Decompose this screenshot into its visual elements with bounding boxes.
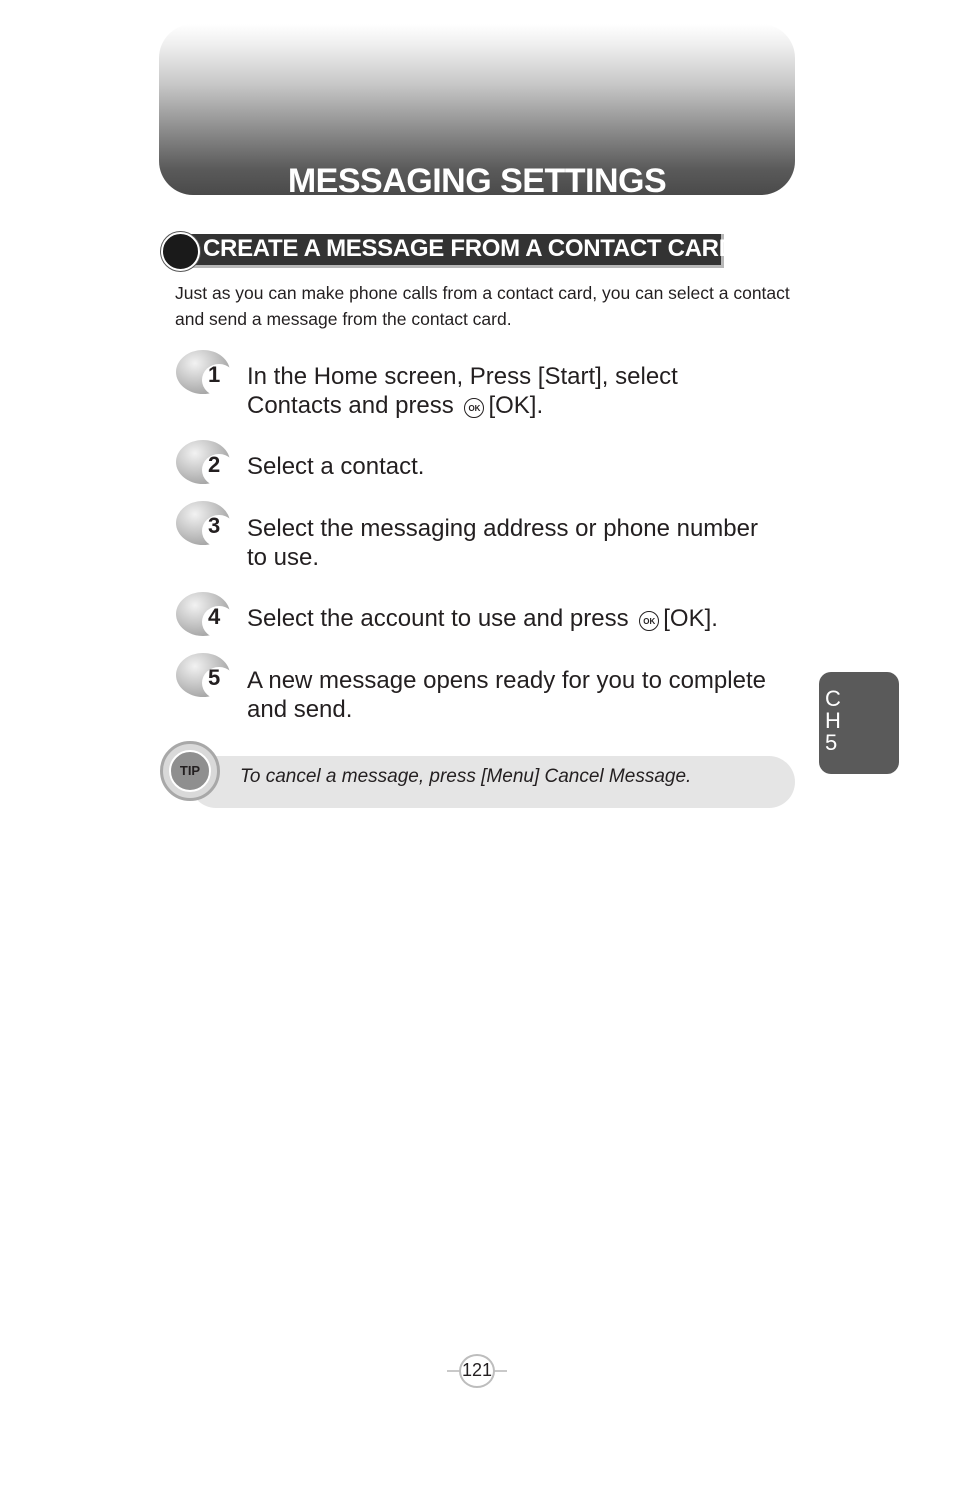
step-number-badge: [176, 653, 232, 701]
step-text: Select a contact.: [247, 453, 425, 480]
chapter-tab: [819, 672, 899, 774]
chapter-tab-letter: H: [825, 708, 841, 733]
tip-text: To cancel a message, press [Menu] Cancel Message.: [240, 766, 692, 787]
step-line: Select the messaging address or phone number: [247, 515, 758, 542]
step-number-badge: [176, 592, 232, 640]
section-bullet-icon: [161, 232, 200, 271]
step-text-part: [OK].: [488, 392, 544, 419]
step-number: 1: [208, 362, 221, 387]
step-number: 4: [208, 604, 221, 629]
page-number-badge: [447, 1354, 507, 1388]
step-number-badge: [176, 501, 232, 549]
step-text-part: Select the account to use and press: [247, 605, 629, 632]
page-title: MESSAGING SETTINGS: [287, 162, 667, 200]
step-number: 2: [208, 452, 221, 477]
page-number: 121: [461, 1360, 493, 1380]
step-text-part: Contacts and press: [247, 392, 454, 419]
chapter-tab-letter: C: [825, 686, 841, 711]
step-line: [247, 391, 802, 420]
step-text: [247, 666, 802, 724]
page-header-banner: [159, 24, 795, 200]
step-text: [247, 604, 802, 633]
step-line: In the Home screen, Press [Start], select: [247, 363, 678, 390]
step-text: [247, 514, 802, 572]
step-line: to use.: [247, 544, 320, 571]
step-line: A new message opens ready for you to complete: [247, 667, 766, 694]
intro-paragraph: Just as you can make phone calls from a contact card, you can select a contact and send a message from the contact card.: [175, 283, 790, 329]
tip-label: TIP: [179, 763, 201, 778]
tip-badge-icon: [160, 741, 220, 801]
step-number-badge: [176, 350, 232, 398]
chapter-tab-number: 5: [825, 730, 838, 755]
ok-key-icon: OK: [464, 398, 484, 418]
step-text-part: [OK].: [663, 605, 718, 632]
section-title: CREATE A MESSAGE FROM A CONTACT CARD: [203, 235, 736, 262]
step-number-badge: [176, 440, 232, 488]
step-number: 5: [208, 665, 221, 690]
step-text: [247, 362, 802, 420]
step-number: 3: [208, 513, 221, 538]
ok-key-icon: OK: [639, 611, 659, 631]
step-line: and send.: [247, 696, 353, 723]
